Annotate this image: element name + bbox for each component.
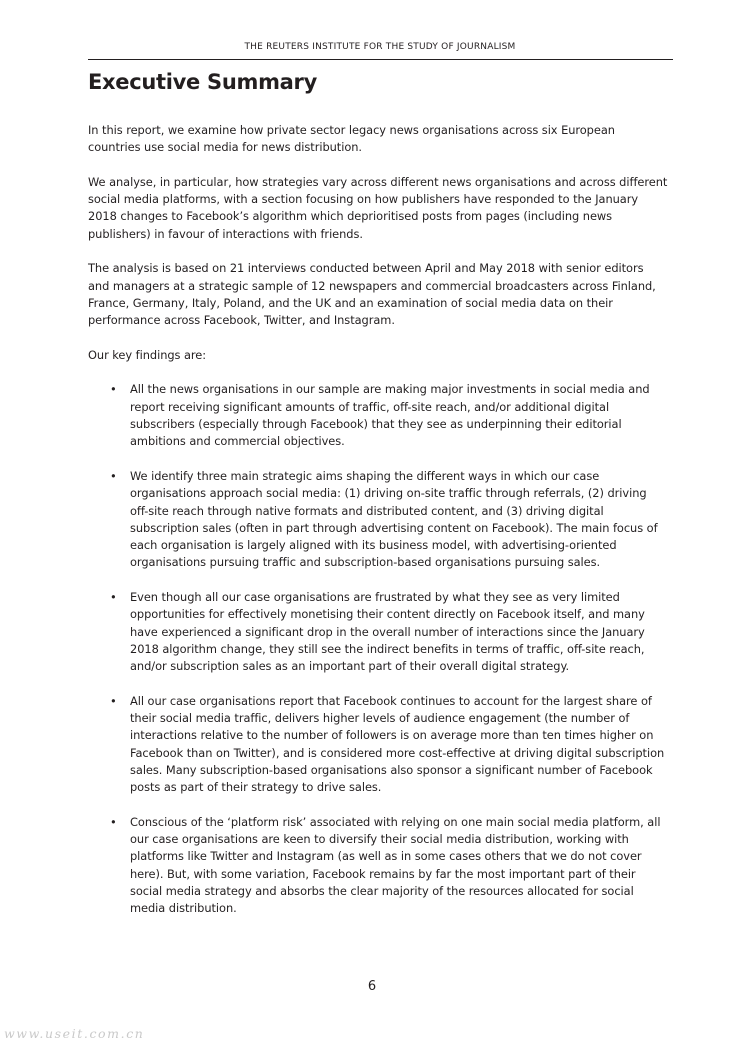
finding-text: We identify three main strategic aims shaping the different ways in which our case organisations approach social media: (1) driving on-site traffic through referrals, (2) driving off-site reach through native formats and distributed content, and (3) driving digital subscription sales (often in part through advertising content on Facebook). The main focus of each organisation is largely aligned with its business model, with advertising-oriented organisations pursuing traffic and subscription-based organisations pursuing sales. [130,468,658,570]
finding-text: All our case organisations report that Facebook continues to account for the largest share of their social media traffic, delivers higher levels of audience engagement (the number of interactions relative to the number of followers is on average more than ten times higher on Facebook than on Twitter), and is considered more cost-effective at driving digital subscription sales. Many subscription-based organisations also sponsor a significant number of Facebook posts as part of their strategy to drive sales. [130,693,665,795]
list-item [88,589,668,675]
paragraph-method: The analysis is based on 21 interviews conducted between April and May 2018 with senior editors and managers at a strategic sample of 12 newspapers and commercial broadcasters across Finland, France, Germany, Italy, Poland, and the UK and an examination of social media data on their performance across Facebook, Twitter, and Instagram. [88,261,656,328]
list-item [88,814,668,918]
page-title: Executive Summary [88,70,317,94]
header-divider [88,59,673,60]
key-findings-list [88,381,668,917]
page-number: 6 [367,979,377,994]
bullet-icon: • [110,382,117,397]
list-item [88,381,668,450]
paragraph-intro: In this report, we examine how private sector legacy news organisations across six European countries use social media for news distribution. [88,123,615,155]
finding-text: Conscious of the ‘platform risk’ associated with relying on one main social media platform, all our case organisations are keen to diversify their social media distribution, working with platforms like Twitter and Instagram (as well as in some cases others that we do not cover here). But, with some variation, Facebook remains by far the most important part of their social media strategy and absorbs the clear majority of the resources allocated for social media distribution. [130,814,661,916]
bullet-icon: • [110,814,117,829]
body-text [88,122,668,935]
watermark: www.useit.com.cn [4,1026,145,1041]
paragraph-findings-lead: Our key findings are: [88,347,207,362]
bullet-icon: • [110,693,117,708]
paragraph-analysis: We analyse, in particular, how strategies vary across different news organisations and across different social media platforms, with a section focusing on how publishers have responded to the January 2018 changes to Facebook’s algorithm which deprioritised posts from pages (including news publishers) in favour of interactions with friends. [88,174,668,241]
list-item [88,468,668,572]
list-item [88,693,668,797]
bullet-icon: • [110,590,117,605]
bullet-icon: • [110,468,117,483]
finding-text: All the news organisations in our sample are making major investments in social media and report receiving significant amounts of traffic, off-site reach, and/or additional digital subscribers (especially through Facebook) that they see as underpinning their editorial ambitions and commercial objectives. [130,382,650,449]
finding-text: Even though all our case organisations are frustrated by what they see as very limited opportunities for effectively monetising their content directly on Facebook itself, and many have experienced a significant drop in the overall number of interactions since the January 2018 algorithm change, they still see the indirect benefits in terms of traffic, off-site reach, and/or subscription sales as an important part of their overall digital strategy. [130,590,645,674]
running-header: THE REUTERS INSTITUTE FOR THE STUDY OF JOURNALISM [244,42,516,52]
